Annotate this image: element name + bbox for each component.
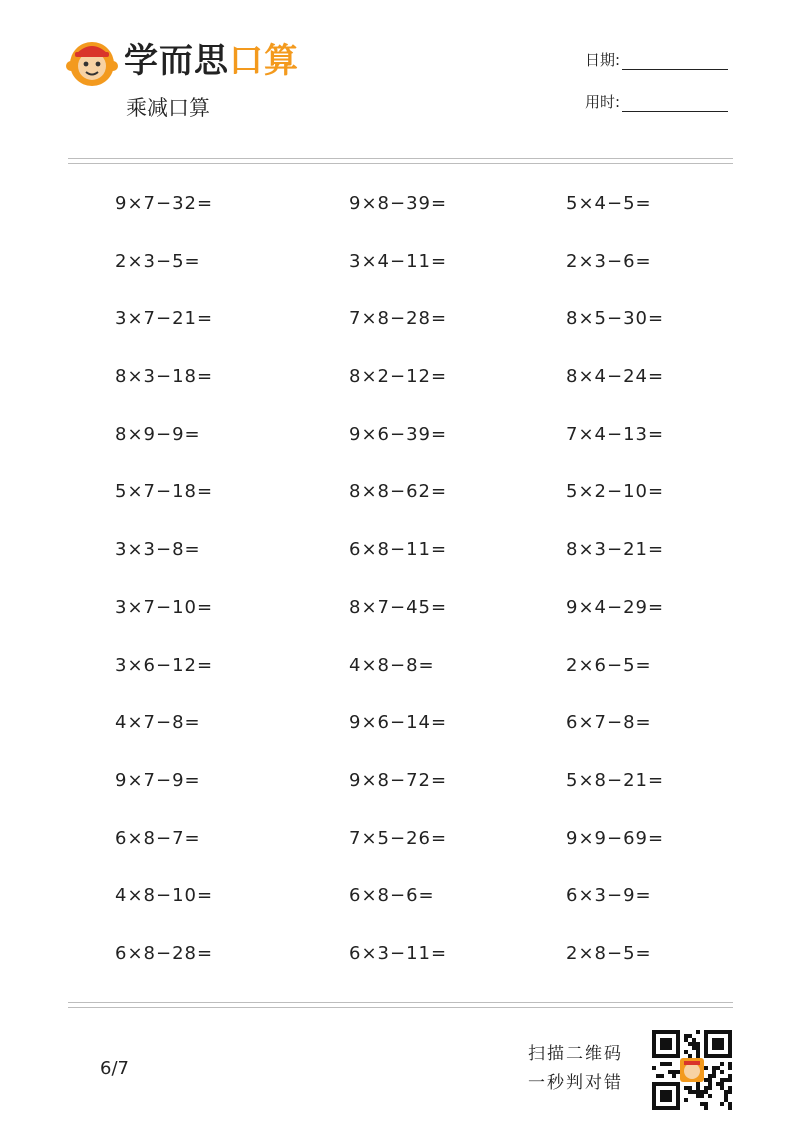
problem-item: 2×8−5=: [566, 942, 652, 964]
problem-item: 5×8−21=: [566, 769, 665, 791]
problem-item: 8×7−45=: [349, 596, 448, 618]
problem-item: 3×7−10=: [115, 596, 214, 618]
problem-item: 4×7−8=: [115, 712, 201, 734]
date-label: 日期:: [585, 51, 621, 69]
qr-code-icon[interactable]: [652, 1030, 732, 1110]
problem-row: [0, 242, 800, 300]
problem-grid: [0, 184, 800, 992]
time-field[interactable]: [585, 92, 728, 112]
brand-main: 学而思: [124, 41, 229, 81]
problem-item: 5×4−5=: [566, 193, 652, 214]
problem-item: 9×8−72=: [349, 769, 448, 791]
problem-row: [0, 588, 800, 646]
problem-item: 8×9−9=: [115, 423, 201, 445]
problem-row: [0, 530, 800, 588]
problem-item: 5×7−18=: [115, 481, 214, 503]
problem-item: 8×3−21=: [566, 539, 665, 561]
date-field[interactable]: [585, 50, 728, 70]
scan-instruction-line2: 一秒判对错: [528, 1073, 623, 1093]
problem-item: 6×3−9=: [566, 885, 652, 907]
date-blank-line[interactable]: [622, 53, 728, 70]
scan-instruction-line1: 扫描二维码: [528, 1044, 623, 1064]
problem-item: 8×8−62=: [349, 481, 448, 503]
page-number: 6/7: [100, 1058, 129, 1079]
problem-row: [0, 299, 800, 357]
page-header: [0, 0, 800, 160]
problem-item: 4×8−10=: [115, 885, 214, 907]
problem-row: [0, 184, 800, 242]
problem-row: [0, 761, 800, 819]
problem-item: 6×7−8=: [566, 712, 652, 734]
problem-item: 9×6−14=: [349, 712, 448, 734]
problem-row: [0, 934, 800, 992]
problem-item: 3×7−21=: [115, 308, 214, 330]
problem-item: 9×4−29=: [566, 596, 665, 618]
brand-accent: 口算: [229, 41, 299, 81]
time-label: 用时:: [585, 93, 621, 111]
problem-item: 9×7−32=: [115, 193, 214, 214]
problem-item: 4×8−8=: [349, 654, 435, 676]
problem-item: 9×7−9=: [115, 769, 201, 791]
problem-item: 5×2−10=: [566, 481, 665, 503]
problem-row: [0, 876, 800, 934]
problem-item: 7×4−13=: [566, 423, 665, 445]
problem-item: 8×3−18=: [115, 366, 214, 388]
problem-item: 9×8−39=: [349, 193, 448, 214]
problem-item: 9×9−69=: [566, 827, 665, 849]
problem-item: 6×8−28=: [115, 942, 214, 964]
monkey-mascot-icon: [66, 36, 118, 88]
brand-title: [124, 40, 299, 82]
problem-item: 3×3−8=: [115, 539, 201, 561]
problem-item: 8×5−30=: [566, 308, 665, 330]
problem-item: 6×8−6=: [349, 885, 435, 907]
problem-row: [0, 472, 800, 530]
problem-row: [0, 819, 800, 877]
problem-item: 7×5−26=: [349, 827, 448, 849]
problem-item: 8×2−12=: [349, 366, 448, 388]
time-blank-line[interactable]: [622, 95, 728, 112]
problem-row: [0, 703, 800, 761]
problem-item: 3×6−12=: [115, 654, 214, 676]
problem-row: [0, 357, 800, 415]
problem-item: 9×6−39=: [349, 423, 448, 445]
problem-item: 7×8−28=: [349, 308, 448, 330]
problem-row: [0, 415, 800, 473]
problem-row: [0, 646, 800, 704]
page-subtitle: 乘减口算: [126, 96, 210, 120]
problem-item: 2×3−5=: [115, 250, 201, 272]
problem-item: 6×8−7=: [115, 827, 201, 849]
problem-item: 6×3−11=: [349, 942, 448, 964]
problem-item: 2×6−5=: [566, 654, 652, 676]
problem-item: 8×4−24=: [566, 366, 665, 388]
problem-item: 2×3−6=: [566, 250, 652, 272]
problem-item: 6×8−11=: [349, 539, 448, 561]
problem-item: 3×4−11=: [349, 250, 448, 272]
